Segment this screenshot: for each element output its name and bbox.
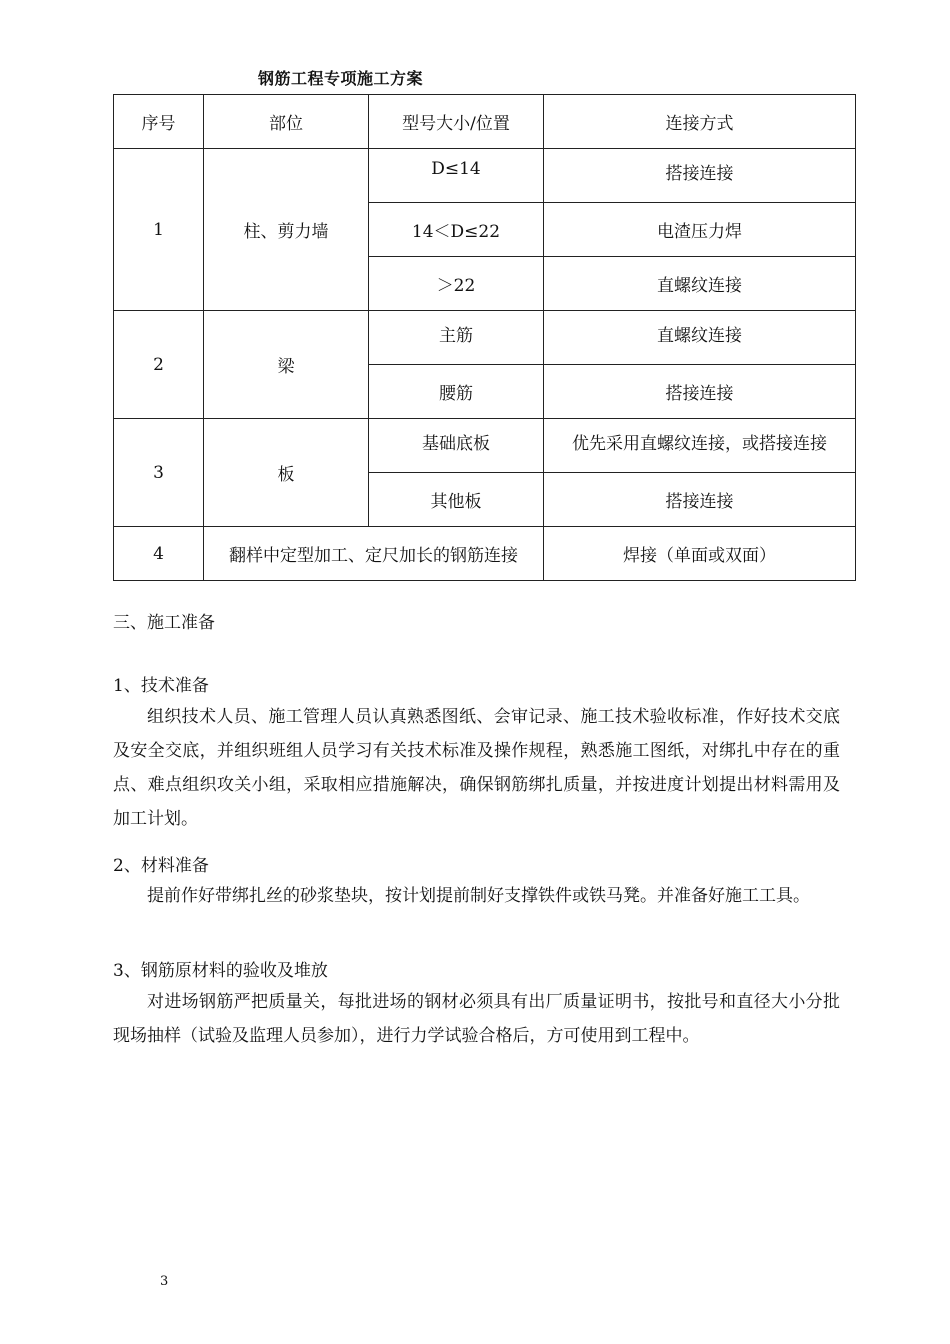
table-header-row: [114, 95, 856, 149]
table-row: [114, 149, 856, 203]
table-row: [114, 527, 856, 581]
subsection-title-acceptance: 3、钢筋原材料的验收及堆放: [113, 961, 328, 981]
header-cell-part: 部位: [204, 95, 369, 149]
cell-size: 主筋: [369, 311, 544, 365]
cell-method: 搭接连接: [544, 149, 856, 203]
cell-method: 搭接连接: [544, 473, 856, 527]
cell-method: 电渣压力焊: [544, 203, 856, 257]
cell-method: 搭接连接: [544, 365, 856, 419]
document-header-title: 钢筋工程专项施工方案: [258, 69, 424, 88]
paragraph-tech-prep: 组织技术人员、施工管理人员认真熟悉图纸、会审记录、施工技术验收标准，作好技术交底及安全交底，并组织班组人员学习有关技术标准及操作规程，熟悉施工图纸，对绑扎中存在的重点、难点组织攻关小组，采取相应措施解决，确保钢筋绑扎质量，并按进度计划提出材料需用及加工计划。: [113, 707, 840, 829]
table-row: [114, 419, 856, 473]
page-number: 3: [160, 1274, 169, 1289]
paragraph-material-prep: 提前作好带绑扎丝的砂浆垫块，按计划提前制好支撑铁件或铁马凳。并准备好施工工具。: [147, 886, 810, 906]
cell-method: 优先采用直螺纹连接，或搭接连接: [544, 419, 856, 473]
cell-part: 梁: [204, 311, 369, 419]
cell-method: 直螺纹连接: [544, 311, 856, 365]
header-cell-size: 型号大小/位置: [369, 95, 544, 149]
subsection-title-tech-prep: 1、技术准备: [113, 676, 209, 696]
header-cell-no: 序号: [114, 95, 204, 149]
cell-no: 4: [114, 527, 204, 581]
cell-method: 焊接（单面或双面）: [544, 527, 856, 581]
cell-method: 直螺纹连接: [544, 257, 856, 311]
cell-no: 1: [114, 149, 204, 311]
cell-no: 3: [114, 419, 204, 527]
cell-size: ＞22: [369, 257, 544, 311]
cell-part: 板: [204, 419, 369, 527]
cell-size: 14＜D≤22: [369, 203, 544, 257]
section-title-construction-prep: 三、施工准备: [113, 613, 215, 633]
header-cell-method: 连接方式: [544, 95, 856, 149]
cell-size: 其他板: [369, 473, 544, 527]
rebar-connection-table: [113, 94, 856, 581]
cell-part: 翻样中定型加工、定尺加长的钢筋连接: [204, 527, 544, 581]
subsection-title-material-prep: 2、材料准备: [113, 856, 209, 876]
cell-no: 2: [114, 311, 204, 419]
table-row: [114, 311, 856, 365]
paragraph-acceptance: 对进场钢筋严把质量关，每批进场的钢材必须具有出厂质量证明书，按批号和直径大小分批现场抽样（试验及监理人员参加），进行力学试验合格后，方可使用到工程中。: [113, 992, 840, 1046]
cell-size: 腰筋: [369, 365, 544, 419]
cell-size: D≤14: [369, 149, 544, 203]
cell-size: 基础底板: [369, 419, 544, 473]
cell-part: 柱、剪力墙: [204, 149, 369, 311]
